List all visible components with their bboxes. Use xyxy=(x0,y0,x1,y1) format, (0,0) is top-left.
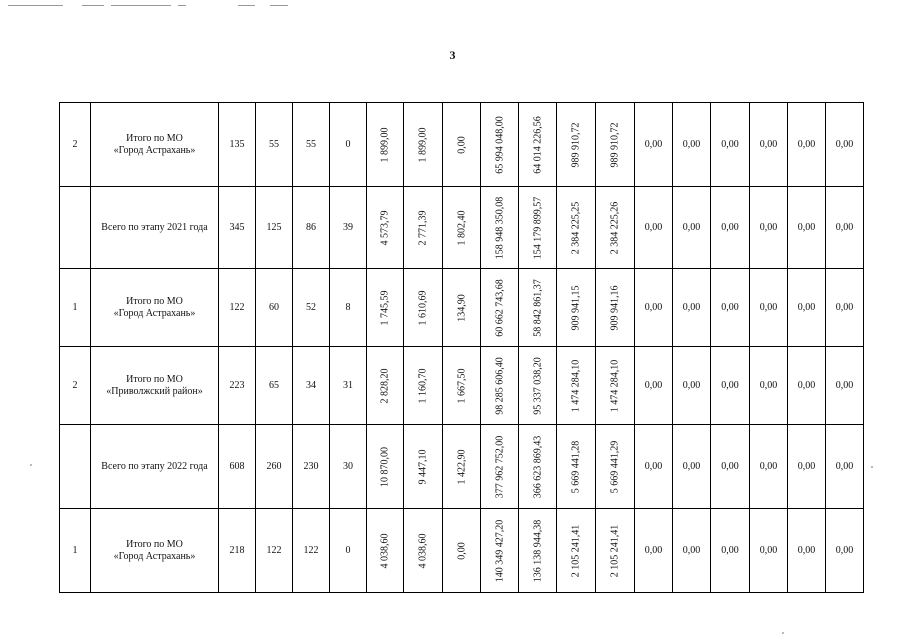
zero-value-cell: 0,00 xyxy=(635,103,673,187)
rotated-value: 5 669 441,29 xyxy=(609,440,621,493)
count-cell: 30 xyxy=(330,425,367,509)
rotated-value: 154 179 899,57 xyxy=(531,196,543,259)
row-number-cell xyxy=(60,187,91,269)
rotated-value-cell xyxy=(557,269,596,347)
rotated-value-cell xyxy=(404,269,443,347)
count-cell: 122 xyxy=(256,509,293,593)
zero-value-cell: 0,00 xyxy=(635,269,673,347)
zero-value-cell: 0,00 xyxy=(788,187,826,269)
count-cell: 608 xyxy=(219,425,256,509)
table-row xyxy=(60,103,864,187)
row-name-line: «Приволжский район» xyxy=(106,385,203,397)
rotated-value: 65 994 048,00 xyxy=(493,115,505,174)
rotated-value-cell xyxy=(596,425,635,509)
rotated-value: 989 910,72 xyxy=(570,122,582,167)
rotated-value: 64 014 226,56 xyxy=(531,115,543,174)
rotated-value: 2 105 241,41 xyxy=(570,524,582,577)
rotated-value-cell xyxy=(481,425,519,509)
rotated-value: 1 745,59 xyxy=(379,290,391,325)
rotated-value-cell xyxy=(367,269,404,347)
zero-value-cell: 0,00 xyxy=(673,425,711,509)
rotated-value-cell xyxy=(557,509,596,593)
zero-value-cell: 0,00 xyxy=(788,347,826,425)
rotated-value-cell xyxy=(481,269,519,347)
zero-value-cell: 0,00 xyxy=(635,509,673,593)
row-name-line: «Город Астрахань» xyxy=(113,550,196,562)
rotated-value: 2 771,39 xyxy=(417,210,429,245)
count-cell: 0 xyxy=(330,509,367,593)
zero-value-cell: 0,00 xyxy=(673,269,711,347)
count-cell: 31 xyxy=(330,347,367,425)
rotated-value: 60 662 743,68 xyxy=(493,278,505,337)
zero-value-cell: 0,00 xyxy=(750,103,788,187)
row-number-cell: 1 xyxy=(60,269,91,347)
scan-speck xyxy=(782,632,784,634)
rotated-value: 1 474 284,10 xyxy=(609,359,621,412)
rotated-value-cell xyxy=(557,187,596,269)
row-name-line: Итого по МО xyxy=(126,296,183,307)
row-name-line: Всего по этапу 2021 года xyxy=(101,221,208,233)
count-cell: 65 xyxy=(256,347,293,425)
rotated-value: 2 828,20 xyxy=(379,368,391,403)
row-name-cell xyxy=(91,269,219,347)
rotated-value: 909 941,16 xyxy=(609,285,621,330)
zero-value-cell: 0,00 xyxy=(750,269,788,347)
zero-value-cell: 0,00 xyxy=(711,187,750,269)
count-cell: 86 xyxy=(293,187,330,269)
row-name-cell xyxy=(91,103,219,187)
zero-value-cell: 0,00 xyxy=(750,347,788,425)
count-cell: 230 xyxy=(293,425,330,509)
rotated-value: 1 610,69 xyxy=(417,290,429,325)
rotated-value: 1 422,90 xyxy=(455,449,467,484)
zero-value-cell: 0,00 xyxy=(750,187,788,269)
row-name-line: Итого по МО xyxy=(126,374,183,385)
row-name-cell xyxy=(91,347,219,425)
zero-value-cell: 0,00 xyxy=(635,187,673,269)
page-number: 3 xyxy=(449,48,456,62)
zero-value-cell: 0,00 xyxy=(673,103,711,187)
zero-value-cell: 0,00 xyxy=(711,509,750,593)
rotated-value: 2 384 225,25 xyxy=(570,201,582,254)
rotated-value-cell xyxy=(519,347,557,425)
rotated-value: 4 038,60 xyxy=(417,533,429,568)
zero-value-cell: 0,00 xyxy=(711,347,750,425)
count-cell: 0 xyxy=(330,103,367,187)
scan-speck xyxy=(30,464,32,466)
rotated-value-cell xyxy=(443,509,481,593)
rotated-value: 4 573,79 xyxy=(379,210,391,245)
rotated-value: 366 623 869,43 xyxy=(531,435,543,498)
count-cell: 218 xyxy=(219,509,256,593)
zero-value-cell: 0,00 xyxy=(826,103,864,187)
rotated-value-cell xyxy=(404,509,443,593)
rotated-value-cell xyxy=(367,425,404,509)
zero-value-cell: 0,00 xyxy=(711,103,750,187)
rotated-value-cell xyxy=(481,187,519,269)
count-cell: 122 xyxy=(219,269,256,347)
zero-value-cell: 0,00 xyxy=(788,425,826,509)
row-name-cell xyxy=(91,187,219,269)
count-cell: 34 xyxy=(293,347,330,425)
rotated-value-cell xyxy=(404,187,443,269)
rotated-value-cell xyxy=(443,103,481,187)
zero-value-cell: 0,00 xyxy=(635,425,673,509)
table-row xyxy=(60,187,864,269)
rotated-value: 158 948 350,08 xyxy=(493,196,505,259)
rotated-value-cell xyxy=(596,103,635,187)
row-number-cell: 2 xyxy=(60,103,91,187)
rotated-value-cell xyxy=(367,347,404,425)
zero-value-cell: 0,00 xyxy=(826,425,864,509)
zero-value-cell: 0,00 xyxy=(826,347,864,425)
data-table xyxy=(59,102,864,593)
rotated-value-cell xyxy=(557,103,596,187)
count-cell: 122 xyxy=(293,509,330,593)
rotated-value-cell xyxy=(519,187,557,269)
rotated-value: 9 447,10 xyxy=(417,449,429,484)
count-cell: 135 xyxy=(219,103,256,187)
row-name-line: «Город Астрахань» xyxy=(113,144,196,156)
zero-value-cell: 0,00 xyxy=(711,425,750,509)
row-name-line: Всего по этапу 2022 года xyxy=(101,460,208,472)
scan-header-marks xyxy=(0,5,905,9)
rotated-value-cell xyxy=(443,425,481,509)
row-name-cell xyxy=(91,509,219,593)
rotated-value: 1 802,40 xyxy=(455,210,467,245)
rotated-value: 1 899,00 xyxy=(417,127,429,162)
row-name-cell xyxy=(91,425,219,509)
table-row xyxy=(60,269,864,347)
zero-value-cell: 0,00 xyxy=(673,509,711,593)
row-name-line: «Город Астрахань» xyxy=(113,307,196,319)
zero-value-cell: 0,00 xyxy=(826,187,864,269)
rotated-value: 136 138 944,38 xyxy=(531,519,543,582)
rotated-value: 140 349 427,20 xyxy=(493,519,505,582)
rotated-value: 134,90 xyxy=(455,293,467,322)
row-name-line: Итого по МО xyxy=(126,539,183,550)
zero-value-cell: 0,00 xyxy=(750,425,788,509)
rotated-value-cell xyxy=(481,103,519,187)
rotated-value: 377 962 752,00 xyxy=(493,435,505,498)
rotated-value: 2 105 241,41 xyxy=(609,524,621,577)
rotated-value: 95 337 038,20 xyxy=(531,356,543,415)
rotated-value-cell xyxy=(443,187,481,269)
count-cell: 125 xyxy=(256,187,293,269)
rotated-value-cell xyxy=(443,347,481,425)
zero-value-cell: 0,00 xyxy=(673,187,711,269)
rotated-value-cell xyxy=(519,103,557,187)
rotated-value-cell xyxy=(404,103,443,187)
count-cell: 60 xyxy=(256,269,293,347)
zero-value-cell: 0,00 xyxy=(788,103,826,187)
rotated-value: 1 667,50 xyxy=(455,368,467,403)
rotated-value: 58 842 861,37 xyxy=(531,278,543,337)
rotated-value-cell xyxy=(367,187,404,269)
table-row xyxy=(60,425,864,509)
rotated-value-cell xyxy=(481,509,519,593)
rotated-value-cell xyxy=(519,425,557,509)
table-row xyxy=(60,509,864,593)
zero-value-cell: 0,00 xyxy=(750,509,788,593)
zero-value-cell: 0,00 xyxy=(673,347,711,425)
zero-value-cell: 0,00 xyxy=(711,269,750,347)
rotated-value-cell xyxy=(596,269,635,347)
rotated-value: 1 474 284,10 xyxy=(570,359,582,412)
rotated-value-cell xyxy=(404,347,443,425)
rotated-value: 0,00 xyxy=(455,135,467,154)
rotated-value: 5 669 441,28 xyxy=(570,440,582,493)
rotated-value: 1 160,70 xyxy=(417,368,429,403)
rotated-value: 98 285 606,40 xyxy=(493,356,505,415)
rotated-value: 1 899,00 xyxy=(379,127,391,162)
rotated-value: 0,00 xyxy=(455,541,467,560)
row-name-line: Итого по МО xyxy=(126,133,183,144)
scan-speck xyxy=(871,466,873,468)
rotated-value-cell xyxy=(404,425,443,509)
rotated-value-cell xyxy=(481,347,519,425)
rotated-value-cell xyxy=(367,509,404,593)
rotated-value-cell xyxy=(443,269,481,347)
count-cell: 52 xyxy=(293,269,330,347)
zero-value-cell: 0,00 xyxy=(788,269,826,347)
count-cell: 345 xyxy=(219,187,256,269)
rotated-value: 909 941,15 xyxy=(570,285,582,330)
rotated-value-cell xyxy=(596,347,635,425)
row-number-cell: 1 xyxy=(60,509,91,593)
table-row xyxy=(60,347,864,425)
count-cell: 8 xyxy=(330,269,367,347)
count-cell: 55 xyxy=(256,103,293,187)
row-number-cell xyxy=(60,425,91,509)
rotated-value-cell xyxy=(519,269,557,347)
count-cell: 223 xyxy=(219,347,256,425)
rotated-value-cell xyxy=(596,187,635,269)
rotated-value-cell xyxy=(596,509,635,593)
zero-value-cell: 0,00 xyxy=(788,509,826,593)
count-cell: 39 xyxy=(330,187,367,269)
row-number-cell: 2 xyxy=(60,347,91,425)
rotated-value: 10 870,00 xyxy=(379,446,391,487)
count-cell: 260 xyxy=(256,425,293,509)
rotated-value-cell xyxy=(557,347,596,425)
rotated-value-cell xyxy=(557,425,596,509)
rotated-value: 4 038,60 xyxy=(379,533,391,568)
rotated-value: 2 384 225,26 xyxy=(609,201,621,254)
zero-value-cell: 0,00 xyxy=(635,347,673,425)
count-cell: 55 xyxy=(293,103,330,187)
rotated-value-cell xyxy=(519,509,557,593)
rotated-value-cell xyxy=(367,103,404,187)
rotated-value: 989 910,72 xyxy=(609,122,621,167)
zero-value-cell: 0,00 xyxy=(826,269,864,347)
zero-value-cell: 0,00 xyxy=(826,509,864,593)
